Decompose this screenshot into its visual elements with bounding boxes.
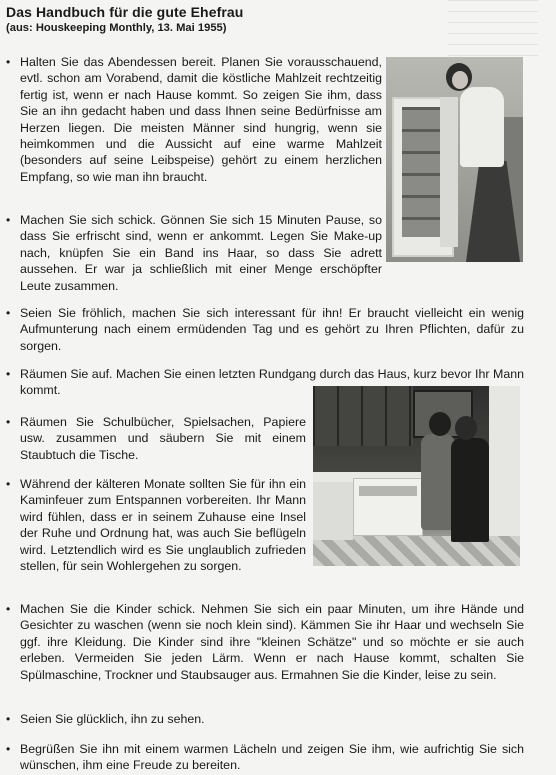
bullet-icon: • xyxy=(6,367,11,381)
list-item-text: Begrüßen Sie ihn mit einem warmen Lächeln und zeigen Sie ihm, wie aufrichtig Sie sich wünschen, ihm eine Freude zu bereiten. xyxy=(20,742,524,773)
list-item xyxy=(6,601,524,683)
list-item xyxy=(6,741,524,774)
photo-woman-at-refrigerator xyxy=(386,57,523,262)
woman-figure xyxy=(421,434,455,530)
list-item xyxy=(6,476,306,574)
list-item xyxy=(6,414,306,463)
bullet-icon: • xyxy=(6,415,11,429)
base-cabinet xyxy=(313,482,353,540)
stove-panel xyxy=(359,486,417,496)
bleed-through-text xyxy=(448,0,538,60)
bullet-icon: • xyxy=(6,712,11,726)
bullet-icon: • xyxy=(6,306,11,320)
man-figure xyxy=(451,438,489,542)
bullet-icon: • xyxy=(6,477,11,491)
list-item xyxy=(6,54,382,185)
list-item-text: Machen Sie sich schick. Gönnen Sie sich 15 Minuten Pause, so dass Sie erfrischt sind, wenn er ankommt. Legen Sie Make-up nach, knüpfen Sie ein Band ins Haar, so dass Sie adrett aussehen. Er war ja schließlich mit einer Menge erschöpfter Leute zusammen. xyxy=(20,213,382,293)
list-item xyxy=(6,711,524,727)
bullet-icon: • xyxy=(6,602,11,616)
list-item-text: Räumen Sie auf. Machen Sie einen letzten Rundgang durch das Haus, kurz bevor Ihr Mann kommt. xyxy=(20,367,524,398)
list-item-text: Während der kälteren Monate sollten Sie für ihn ein Kaminfeuer zum Entspannen vorbereiten. Ihr Mann wird fühlen, dass er in seinem Zuhause eine Insel der Ruhe und Ordnung hat, was auch Sie beflügeln wird. Letztendlich wird es Sie unglaublich zufrieden stellen, für sein Wohlergehen zu sorgen. xyxy=(20,477,306,574)
woman-head xyxy=(429,412,451,436)
refrigerator-door xyxy=(440,97,458,247)
document-subtitle: (aus: Houskeeping Monthly, 13. Mai 1955) xyxy=(6,22,227,34)
list-item-text: Machen Sie die Kinder schick. Nehmen Sie sich ein paar Minuten, um ihre Hände und Gesichter zu waschen (wenn sie noch klein sind). Kämmen Sie ihr Haar und wechseln Sie ggf. ihre Kleidung. Die Kinder sind ihre "kleinen Schätze" und so möchte er sie auch erleben. Vermeiden Sie jeden Lärm. Wenn er nach Hause kommt, schalten Sie Spülmaschine, Trockner und Staubsauger aus. Ermahnen Sie die Kinder, leise zu sein. xyxy=(20,602,524,682)
list-item xyxy=(6,305,524,354)
bullet-icon: • xyxy=(6,213,11,227)
bullet-icon: • xyxy=(6,742,11,756)
list-item-text: Räumen Sie Schulbücher, Spielsachen, Papiere usw. zusammen und säubern Sie mit einem Staubtuch die Tische. xyxy=(20,415,306,462)
woman-face xyxy=(452,71,468,89)
document-title: Das Handbuch für die gute Ehefrau xyxy=(6,4,244,20)
photo-couple-in-kitchen xyxy=(313,386,520,566)
checkered-floor xyxy=(313,536,520,566)
woman-blouse xyxy=(460,87,504,167)
list-item-text: Seien Sie glücklich, ihn zu sehen. xyxy=(20,712,205,726)
kitchen-door xyxy=(489,386,520,538)
bullet-icon: • xyxy=(6,55,11,69)
list-item-text: Seien Sie fröhlich, machen Sie sich interessant für ihn! Er braucht vielleicht ein wenig Aufmunterung nach einem ermüdenden Tag und es gehört zu Ihren Pflichten, dafür zu sorgen. xyxy=(20,306,524,353)
list-item-text: Halten Sie das Abendessen bereit. Planen Sie vorausschauend, evtl. schon am Vorabend, damit die köstliche Mahlzeit rechtzeitig fertig ist, wenn er nach Hause kommt. So zeigen Sie ihm, dass Sie an ihn gedacht haben und dass Ihnen seine Bedürfnisse am Herzen liegen. Die meisten Männer sind hungrig, wenn sie heimkommen und die Aussicht auf eine warme Mahlzeit (besonders auf seine Leibspeise) gehört zu einem herzlichen Empfang, so wie man ihn braucht. xyxy=(20,55,382,184)
list-item xyxy=(6,212,382,294)
kitchen-cabinets xyxy=(313,386,413,446)
man-head xyxy=(455,416,477,440)
